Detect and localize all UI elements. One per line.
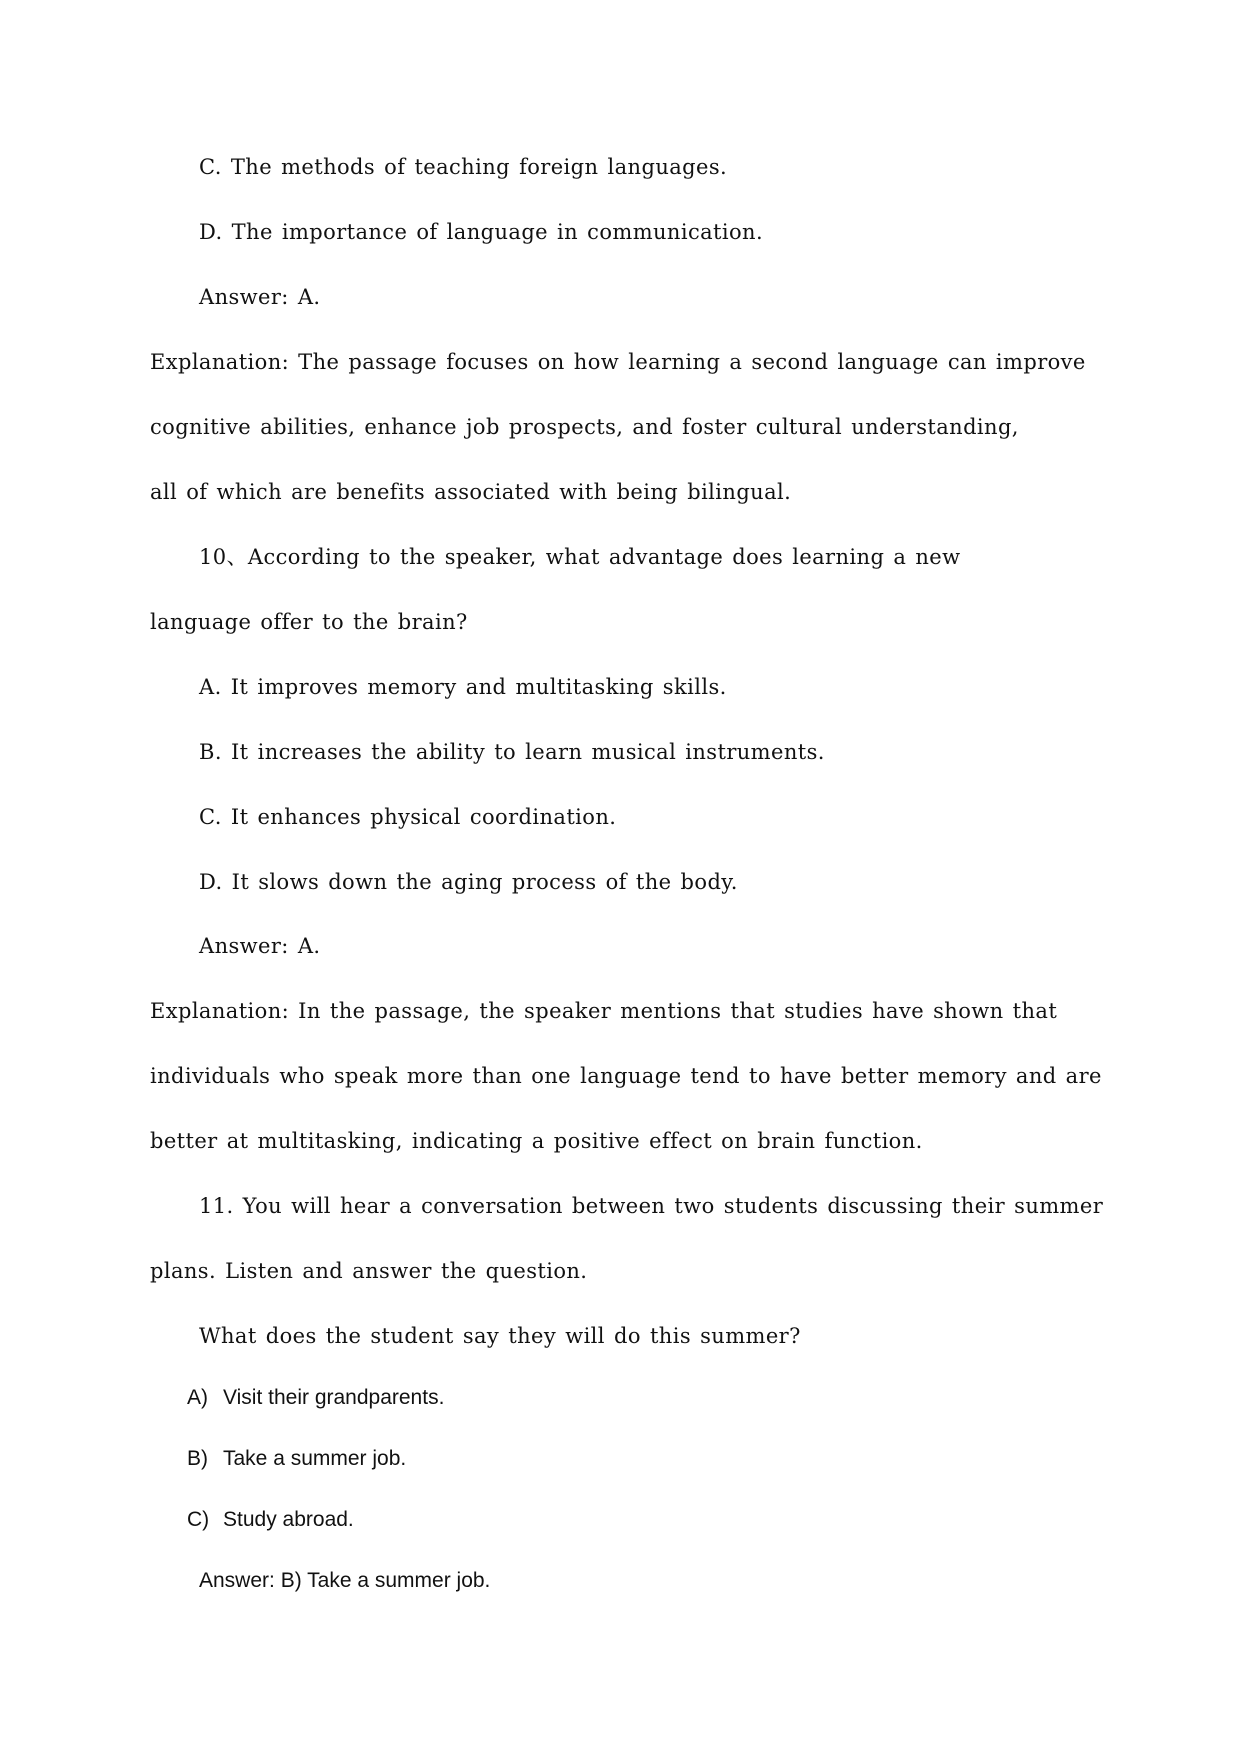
q10-question-line-2: language offer to the brain? [150, 610, 468, 634]
q9-explanation-line-1: Explanation: The passage focuses on how learning a second language can improve [150, 350, 1086, 374]
q11-intro-line-1: 11. You will hear a conversation between two students discussing their summer [199, 1194, 1104, 1218]
option-letter: B) [187, 1447, 208, 1470]
q11-intro-line-2: plans. Listen and answer the question. [150, 1259, 588, 1283]
q10-option-a: A. It improves memory and multitasking skills. [199, 675, 727, 699]
option-text: Take a summer job. [223, 1447, 407, 1470]
q10-question-line-1: 10、According to the speaker, what advantage does learning a new [199, 545, 961, 569]
option-letter: C) [187, 1508, 210, 1531]
option-text: Study abroad. [223, 1508, 354, 1531]
q10-explanation-line-2: individuals who speak more than one language tend to have better memory and are [150, 1064, 1102, 1088]
option-letter: A) [187, 1386, 208, 1409]
q9-explanation-line-3: all of which are benefits associated with being bilingual. [150, 480, 792, 504]
q11-option-a [187, 1383, 444, 1413]
option-text: Visit their grandparents. [223, 1386, 445, 1409]
q9-answer: Answer: A. [199, 285, 321, 309]
q10-option-c: C. It enhances physical coordination. [199, 805, 617, 829]
q9-option-c: C. The methods of teaching foreign languages. [199, 155, 728, 179]
q11-question: What does the student say they will do this summer? [199, 1324, 801, 1348]
q9-option-d: D. The importance of language in communication. [199, 220, 764, 244]
q11-option-b [187, 1444, 406, 1474]
q11-answer: Answer: B) Take a summer job. [199, 1569, 491, 1592]
q9-explanation-line-2: cognitive abilities, enhance job prospects, and foster cultural understanding, [150, 415, 1019, 439]
q11-option-c [187, 1505, 354, 1535]
q10-option-d: D. It slows down the aging process of the body. [199, 870, 738, 894]
q10-explanation-line-3: better at multitasking, indicating a positive effect on brain function. [150, 1129, 923, 1153]
q10-option-b: B. It increases the ability to learn musical instruments. [199, 740, 825, 764]
q10-explanation-line-1: Explanation: In the passage, the speaker mentions that studies have shown that [150, 999, 1058, 1023]
q10-answer: Answer: A. [199, 934, 321, 958]
